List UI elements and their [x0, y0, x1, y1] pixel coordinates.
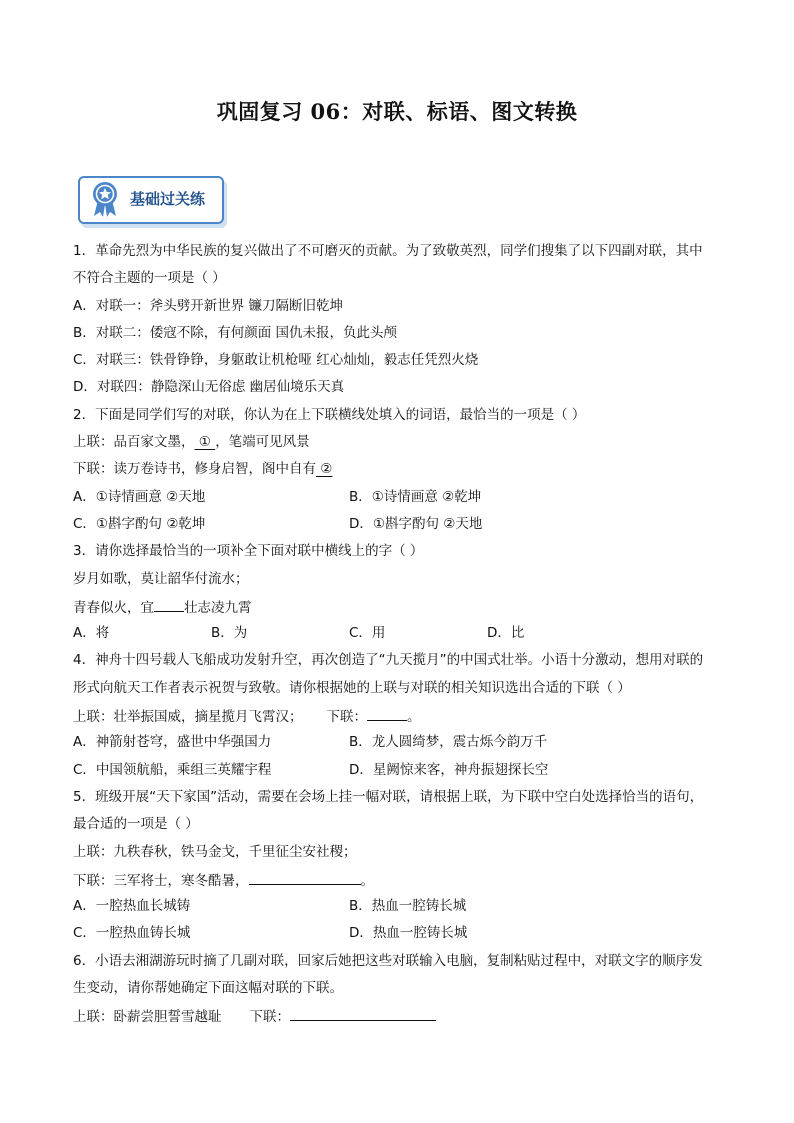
q3-line2-post: 壮志凌九霄 [184, 599, 252, 616]
q4-options-row2 [73, 757, 733, 784]
q5-options-row1 [73, 893, 733, 920]
q2-option-a: A．①诗情画意 ②天地 [73, 488, 206, 505]
q6-upper: 上联：卧薪尝胆誓雪越耻 [73, 1009, 222, 1026]
q2-options-row1 [73, 484, 733, 511]
q5-stem-line1: 5．班级开展“天下家国”活动，需要在会场上挂一幅对联，请根据上联，为下联中空白处选择恰当的语句， [73, 788, 704, 805]
q3-option-a: A．将 [73, 625, 110, 642]
q5-option-a: A．一腔热血长城铸 [73, 898, 191, 915]
q1-stem-line1: 1．革命先烈为中华民族的复兴做出了不可磨灭的贡献。为了致敬英烈，同学们搜集了以下四副对联，其中 [73, 243, 703, 259]
q1-option-a: A．对联一：斧头劈开新世界 镰刀隔断旧乾坤 [73, 297, 344, 314]
q4-upper: 上联：壮举振国威，摘星揽月飞霄汉； [73, 709, 303, 726]
q4-option-c: C．中国领航船，乘组三英耀宇程 [73, 761, 272, 778]
q2-option-c: C．①斟字酌句 ②乾坤 [73, 515, 206, 532]
q4-stem-line2: 形式向航天工作者表示祝贺与致敬。请你根据她的上联与对联的相关知识选出合适的下联（ ） [73, 679, 631, 696]
q3-option-b: B．为 [211, 625, 248, 642]
q1-stem-line2: 不符合主题的一项是（ ） [73, 270, 226, 287]
q6-stem-line1: 6．小语去湘湖游玩时摘了几副对联，回家后她把这些对联输入电脑，复制粘贴过程中，对联文字的顺序发 [73, 952, 703, 969]
q4-option-d: D．星阙惊来客，神舟振翅探长空 [349, 761, 549, 778]
q3-blank [154, 593, 184, 612]
q5-lower-pre: 下联：三军将士，寒冬酷暑， [73, 872, 249, 889]
q1-option-d: D．对联四：静隐深山无俗虑 幽居仙境乐天真 [73, 379, 345, 396]
q3-couplet-line1: 岁月如歌，莫让韶华付流水； [73, 570, 249, 587]
badge-label: 基础过关练 [130, 190, 206, 208]
q2-upper-post: ，笔端可见风景 [215, 434, 310, 451]
section-badge [76, 172, 226, 228]
q3-couplet-line2 [73, 593, 733, 620]
q5-options-row2 [73, 920, 733, 947]
q5-lower-end: 。 [360, 872, 374, 889]
q2-options-row2 [73, 511, 733, 538]
q4-stem-line1: 4．神舟十四号载人飞船成功发射升空，再次创造了“九天揽月”的中国式壮举。小语十分激动，想用对联的 [73, 652, 704, 669]
q2-upper-pre: 上联：品百家文墨， [73, 434, 195, 451]
medal-icon [88, 180, 122, 218]
q2-blank-2: ② [316, 461, 333, 478]
q5-blank [249, 866, 361, 885]
q3-option-c: C．用 [349, 625, 386, 642]
q6-couplet [73, 1002, 733, 1029]
q2-blank-1: ① [194, 434, 216, 451]
q3-stem: 3．请你选择最恰当的一项补全下面对联中横线上的字（ ） [73, 543, 424, 560]
q4-options-row1 [73, 729, 733, 756]
q2-option-b: B．①诗情画意 ②乾坤 [349, 488, 482, 505]
q4-lower-end: 。 [407, 709, 421, 726]
q4-couplet [73, 702, 733, 729]
q4-lower-label: 下联： [326, 709, 367, 726]
q6-lower-label: 下联： [249, 1009, 290, 1026]
q5-option-c: C．一腔热血铸长城 [73, 925, 191, 942]
q3-line2-pre: 青春似火，宜 [73, 599, 154, 616]
q3-options [73, 620, 733, 647]
q4-option-a: A．神箭射苍穹，盛世中华强国力 [73, 734, 272, 751]
q1-option-b: B．对联二：倭寇不除，有何颜面 国仇未报，负此头颅 [73, 324, 398, 341]
q2-option-d: D．①斟字酌句 ②天地 [349, 515, 483, 532]
q2-lower-pre: 下联：读万卷诗书，修身启智，阁中自有 [73, 461, 316, 478]
page-title: 巩固复习 06：对联、标语、图文转换 [216, 99, 578, 124]
q5-option-b: B．热血一腔铸长城 [349, 898, 467, 915]
q1-option-c: C．对联三：铁骨铮铮，身躯敢让机枪哑 红心灿灿，毅志任凭烈火烧 [73, 352, 479, 369]
q4-option-b: B．龙人圆绮梦，震古烁今韵万千 [349, 734, 548, 751]
q3-option-d: D．比 [487, 625, 525, 642]
q2-stem: 2．下面是同学们写的对联，你认为在上下联横线处填入的词语，最恰当的一项是（ ） [73, 406, 586, 423]
q2-lower-couplet [73, 456, 733, 483]
q5-option-d: D．热血一腔铸长城 [349, 925, 468, 942]
q5-stem-line2: 最合适的一项是（ ） [73, 816, 199, 833]
q5-upper-couplet: 上联：九秩春秋，铁马金戈，千里征尘安社稷； [73, 843, 357, 860]
question-list [73, 238, 733, 1030]
q2-upper-couplet [73, 429, 733, 456]
q6-stem-line2: 生变动，请你帮她确定下面这幅对联的下联。 [73, 980, 343, 997]
q4-blank [367, 702, 407, 721]
q5-lower-couplet [73, 866, 733, 893]
q6-blank [290, 1002, 436, 1021]
